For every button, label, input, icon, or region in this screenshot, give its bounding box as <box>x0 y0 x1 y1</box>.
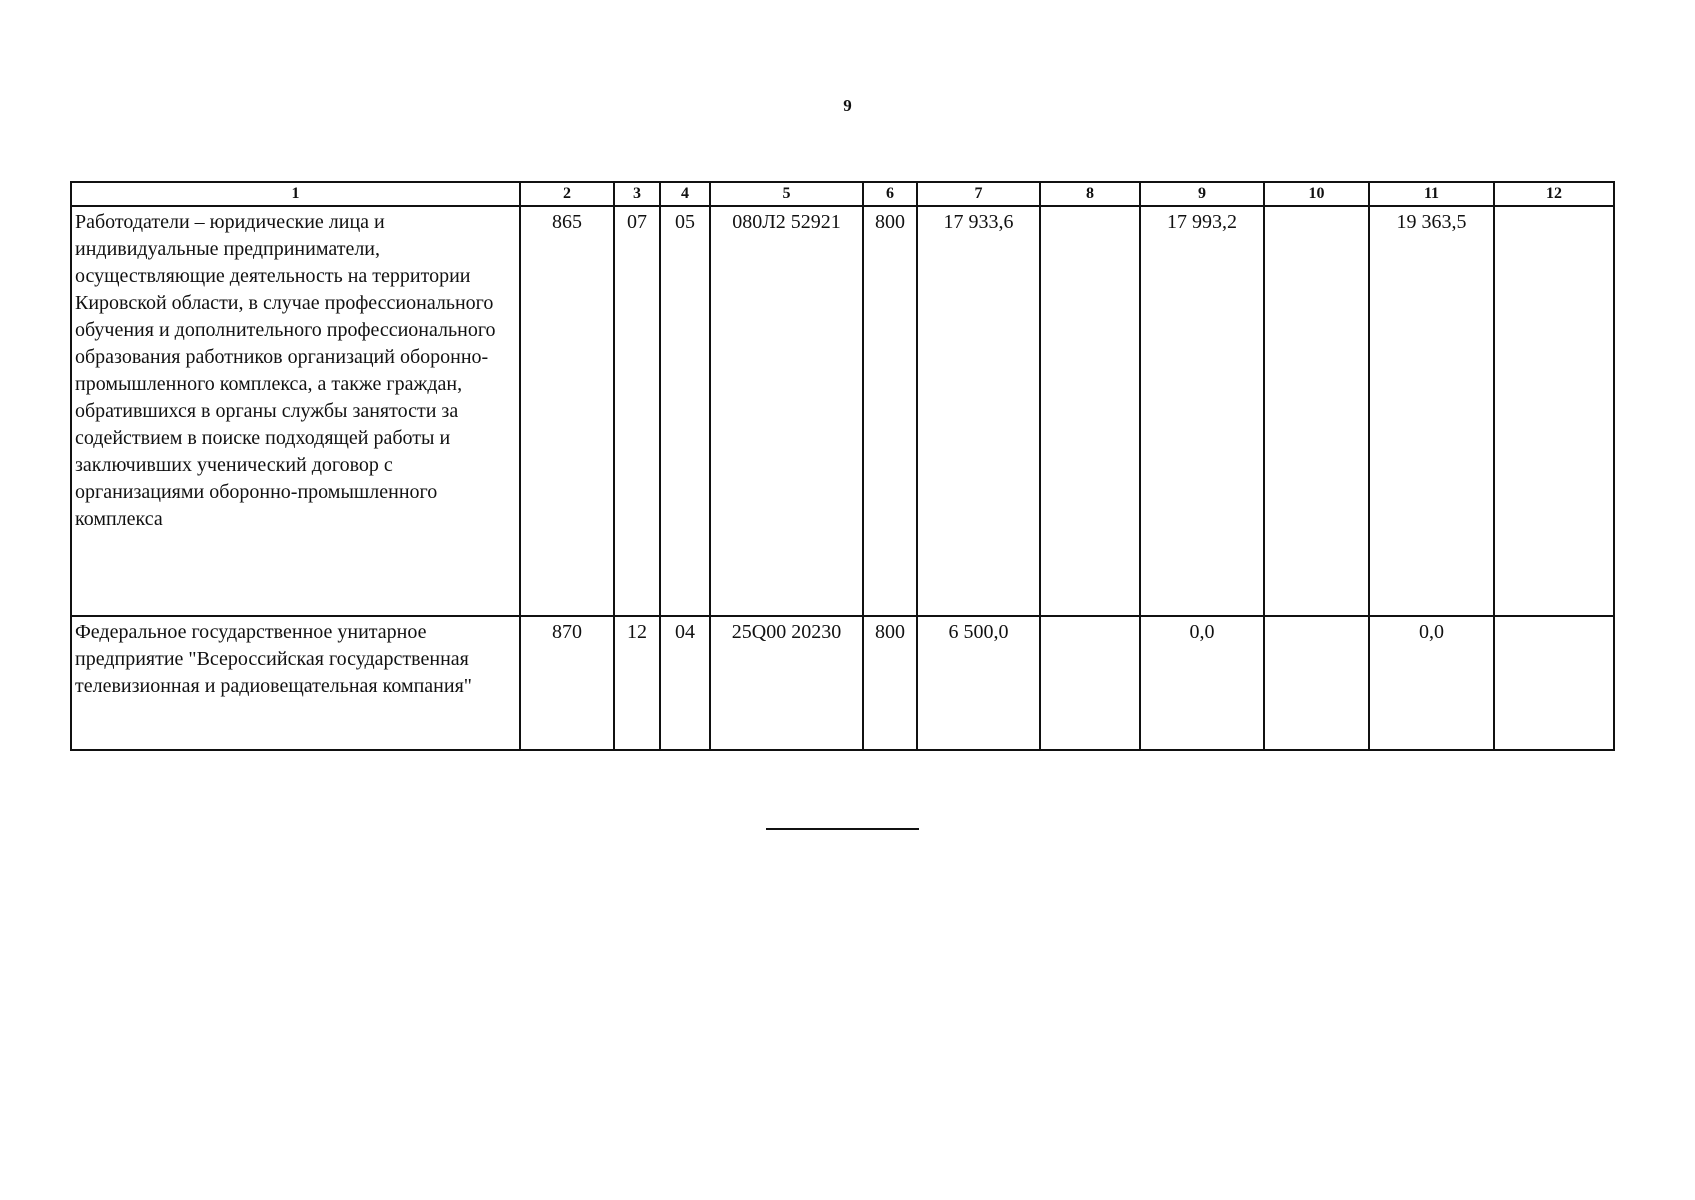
amount-col12-cell <box>1494 616 1614 750</box>
amount-col11-cell: 0,0 <box>1369 616 1494 750</box>
header-row <box>71 182 1614 206</box>
col-header-3: 3 <box>614 182 660 206</box>
page-number: 9 <box>843 96 852 115</box>
amount-col8-cell <box>1040 206 1140 616</box>
recipient-name-cell: Федеральное государственное унитарное предприятие "Всероссийская государственная телевизионная и радиовещательная компания" <box>71 616 520 750</box>
col-header-6: 6 <box>863 182 917 206</box>
ministry-code-cell: 870 <box>520 616 614 750</box>
recipient-name-cell: Работодатели – юридические лица и индивидуальные предприниматели, осуществляющие деятельность на территории Кировской области, в случае профессионального обучения и дополнительного профессионального образования работников организаций оборонно-промышленного комплекса, а также граждан, обратившихся в органы службы занятости за содействием в поиске подходящей работы и заключивших ученический договор с организациями оборонно-промышленного комплекса <box>71 206 520 616</box>
amount-col10-cell <box>1264 206 1369 616</box>
col-header-1: 1 <box>71 182 520 206</box>
col-header-9: 9 <box>1140 182 1264 206</box>
amount-col7-cell: 6 500,0 <box>917 616 1040 750</box>
amount-col8-cell <box>1040 616 1140 750</box>
amount-col9-cell: 17 993,2 <box>1140 206 1264 616</box>
subsection-code-cell: 05 <box>660 206 710 616</box>
table-row <box>71 616 1614 750</box>
amount-col11-cell: 19 363,5 <box>1369 206 1494 616</box>
target-article-cell: 25Q00 20230 <box>710 616 863 750</box>
col-header-12: 12 <box>1494 182 1614 206</box>
subsection-code-cell: 04 <box>660 616 710 750</box>
col-header-5: 5 <box>710 182 863 206</box>
ministry-code-cell: 865 <box>520 206 614 616</box>
section-code-cell: 12 <box>614 616 660 750</box>
end-of-document-rule <box>766 828 919 830</box>
budget-table <box>70 181 1615 751</box>
expense-type-cell: 800 <box>863 616 917 750</box>
col-header-10: 10 <box>1264 182 1369 206</box>
col-header-8: 8 <box>1040 182 1140 206</box>
target-article-cell: 080Л2 52921 <box>710 206 863 616</box>
amount-col10-cell <box>1264 616 1369 750</box>
col-header-2: 2 <box>520 182 614 206</box>
col-header-11: 11 <box>1369 182 1494 206</box>
amount-col12-cell <box>1494 206 1614 616</box>
table-row <box>71 206 1614 616</box>
amount-col7-cell: 17 933,6 <box>917 206 1040 616</box>
amount-col9-cell: 0,0 <box>1140 616 1264 750</box>
expense-type-cell: 800 <box>863 206 917 616</box>
section-code-cell: 07 <box>614 206 660 616</box>
col-header-4: 4 <box>660 182 710 206</box>
col-header-7: 7 <box>917 182 1040 206</box>
